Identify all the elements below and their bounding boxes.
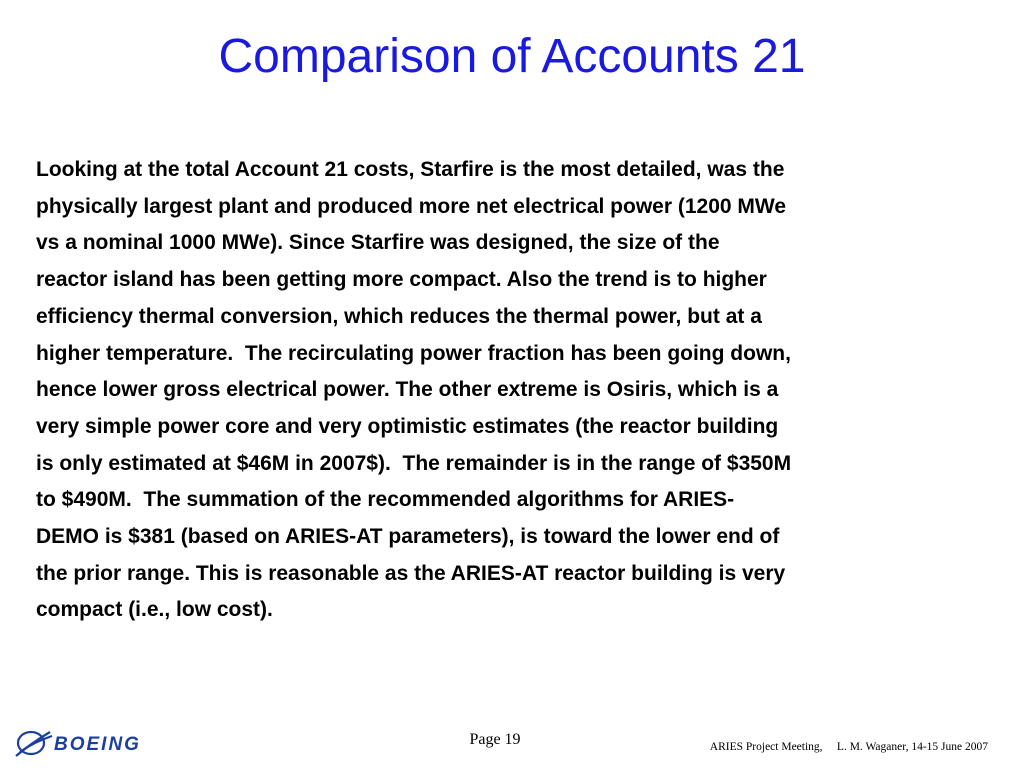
body-line: hence lower gross electrical power. The other extreme is Osiris, which is a bbox=[36, 378, 779, 402]
slide-body-text bbox=[36, 152, 981, 629]
body-line: DEMO is $381 (based on ARIES-AT parameters), is toward the lower end of bbox=[36, 525, 780, 549]
body-line: efficiency thermal conversion, which reduces the thermal power, but at a bbox=[36, 304, 762, 328]
body-line: higher temperature. The recirculating power fraction has been going down, bbox=[36, 341, 791, 365]
body-line: vs a nominal 1000 MWe). Since Starfire was designed, the size of the bbox=[36, 231, 720, 255]
slide-title: Comparison of Accounts 21 bbox=[218, 30, 806, 83]
page-number: Page 19 bbox=[469, 731, 521, 748]
body-line: to $490M. The summation of the recommended algorithms for ARIES- bbox=[36, 488, 735, 512]
body-line: very simple power core and very optimistic estimates (the reactor building bbox=[36, 414, 779, 438]
body-line: physically largest plant and produced more net electrical power (1200 MWe bbox=[36, 194, 787, 218]
boeing-logo bbox=[14, 722, 184, 762]
body-line: reactor island has been getting more compact. Also the trend is to higher bbox=[36, 268, 767, 292]
body-line: Looking at the total Account 21 costs, Starfire is the most detailed, was the bbox=[36, 158, 785, 181]
footer-meeting-info: ARIES Project Meeting, L. M. Waganer, 14-15 June 2007 bbox=[709, 741, 988, 753]
boeing-logo-text: BOEING bbox=[54, 734, 141, 755]
boeing-logo-symbol bbox=[16, 732, 52, 756]
boeing-logo-icon bbox=[14, 722, 184, 762]
body-line: is only estimated at $46M in 2007$). The remainder is in the range of $350M bbox=[36, 451, 792, 475]
body-line: compact (i.e., low cost). bbox=[36, 598, 273, 622]
body-line: the prior range. This is reasonable as the ARIES-AT reactor building is very bbox=[36, 561, 786, 585]
